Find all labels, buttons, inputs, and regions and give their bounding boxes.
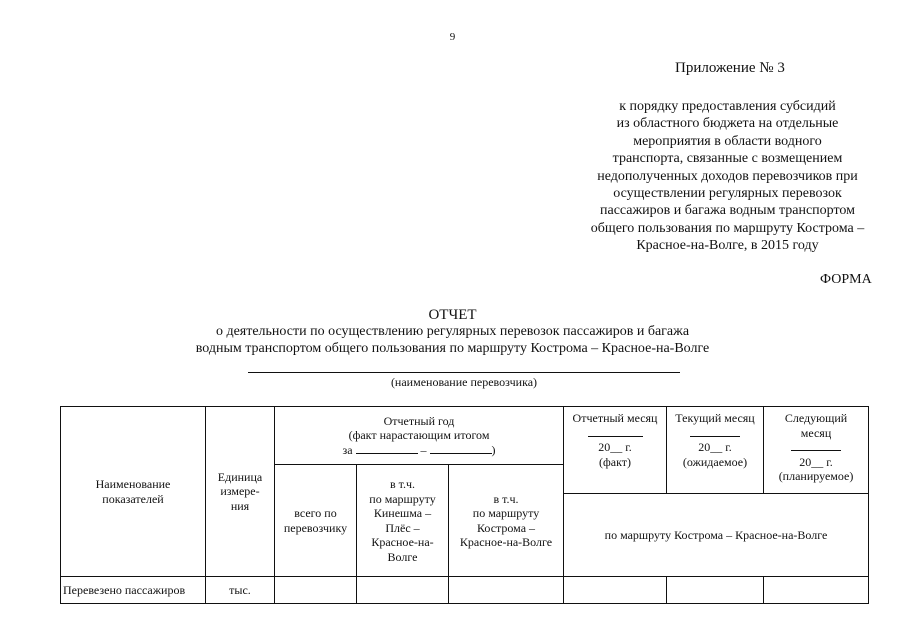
header-indicator-name: Наименование показателей [61, 407, 206, 577]
header-reporting-month: Отчетный месяц 20__ г. (факт) [564, 407, 667, 494]
row-unit: тыс. [206, 577, 275, 604]
table-cell[interactable] [564, 577, 667, 604]
appendix-line: к порядку предоставления субсидий [619, 99, 836, 114]
report-subtitle-line: водным транспортом общего пользования по маршруту Кострома – Красное-на-Волге [195, 341, 710, 356]
appendix-description [560, 98, 895, 255]
report-subtitle-line: о деятельности по осуществлению регулярных перевозок пассажиров и багажа [215, 324, 690, 339]
report-table [60, 406, 869, 604]
appendix-line: транспорта, связанные с возмещением [612, 151, 843, 167]
appendix-line: мероприятия в области водного [633, 133, 822, 149]
header-total-carrier: всего по перевозчику [275, 465, 357, 577]
appendix-line: недополученных доходов перевозчиков при [597, 168, 858, 184]
appendix-line: Красное-на-Волге, в 2015 году [636, 238, 819, 254]
report-title: ОТЧЕТ [428, 307, 477, 323]
header-current-month: Текущий месяц 20__ г. (ожидаемое) [667, 407, 764, 494]
table-cell[interactable] [357, 577, 449, 604]
report-subtitle [150, 323, 755, 357]
appendix-title: Приложение № 3 [675, 60, 785, 76]
table-cell[interactable] [667, 577, 764, 604]
carrier-caption: (наименование перевозчика) [390, 375, 538, 389]
appendix-line: пассажиров и багажа водным транспортом [599, 203, 855, 219]
form-label: ФОРМА [820, 272, 872, 287]
row-indicator-name: Перевезено пассажиров [61, 577, 206, 604]
header-route-kostroma: в т.ч. по маршруту Кострома – Красное-на-Волге [449, 465, 564, 577]
page-number: 9 [449, 31, 456, 43]
appendix-line: осуществлении регулярных перевозок [613, 186, 842, 202]
table-cell[interactable] [275, 577, 357, 604]
header-reporting-year: Отчетный год (факт нарастающим итогом за – ) [275, 407, 564, 465]
table-cell[interactable] [764, 577, 869, 604]
table-row [61, 577, 869, 604]
header-unit: Единица измере- ния [206, 407, 275, 577]
header-next-month: Следующий месяц 20__ г. (планируемое) [764, 407, 869, 494]
carrier-name-line [248, 372, 680, 373]
header-route-label: по маршруту Кострома – Красное-на-Волге [564, 494, 869, 577]
header-route-kineshma: в т.ч. по маршруту Кинешма – Плёс – Красное-на- Волге [357, 465, 449, 577]
appendix-line: общего пользования по маршруту Кострома – [590, 220, 865, 236]
appendix-line: из областного бюджета на отдельные [616, 116, 839, 132]
table-cell[interactable] [449, 577, 564, 604]
